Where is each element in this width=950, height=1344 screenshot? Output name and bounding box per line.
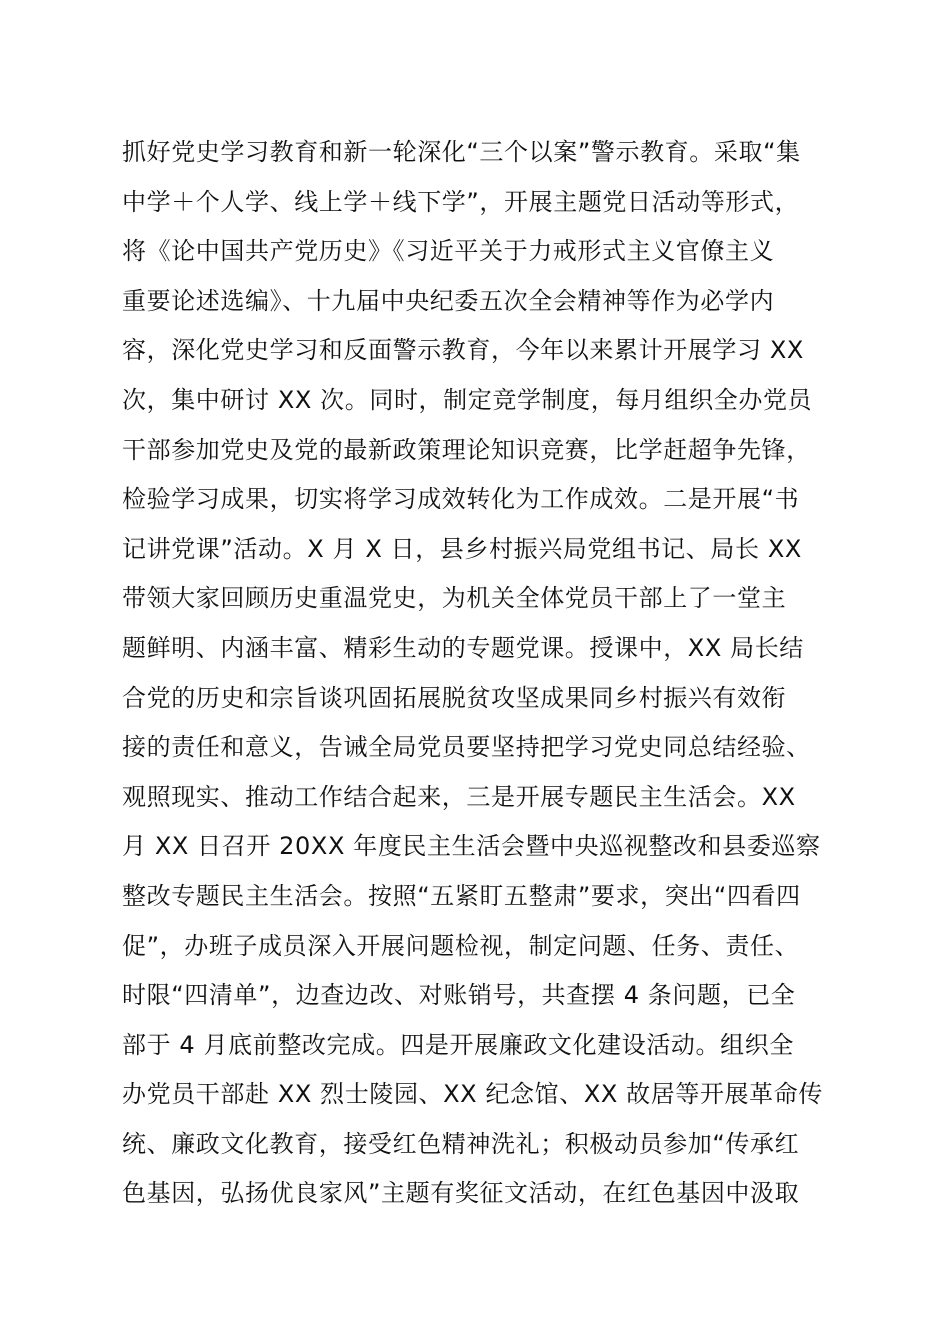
text-line: 月 XX 日召开 20XX 年度民主生活会暨中央巡视整改和县委巡察 bbox=[122, 832, 821, 861]
text-line: 检验学习成果，切实将学习成效转化为工作成效。二是开展“书 bbox=[122, 485, 800, 514]
text-line: 容，深化党史学习和反面警示教育，今年以来累计开展学习 XX bbox=[122, 336, 804, 365]
text-line: 将《论中国共产党历史》《习近平关于力戒形式主义官僚主义 bbox=[122, 237, 775, 266]
text-line: 重要论述选编》、十九届中央纪委五次全会精神等作为必学内 bbox=[122, 286, 775, 315]
body-paragraph bbox=[122, 128, 882, 1219]
text-line: 整改专题民主生活会。按照“五紧盯五整肃”要求，突出“四看四 bbox=[122, 881, 801, 910]
text-line: 促”，办班子成员深入开展问题检视，制定问题、任务、责任、 bbox=[122, 931, 800, 960]
text-line: 抓好党史学习教育和新一轮深化“三个以案”警示教育。采取“集 bbox=[122, 138, 801, 166]
text-line: 时限“四清单”，边查边改、对账销号，共查摆 4 条问题，已全 bbox=[122, 981, 796, 1010]
text-line: 带领大家回顾历史重温党史，为机关全体党员干部上了一堂主 bbox=[122, 584, 787, 613]
text-line: 干部参加党史及党的最新政策理论知识竞赛，比学赶超争先锋， bbox=[122, 435, 811, 464]
text-line: 统、廉政文化教育，接受红色精神洗礼；积极动员参加“传承红 bbox=[122, 1129, 800, 1158]
text-line: 次，集中研讨 XX 次。同时，制定竞学制度，每月组织全办党员 bbox=[122, 385, 813, 414]
text-line: 题鲜明、内涵丰富、精彩生动的专题党课。授课中，XX 局长结 bbox=[122, 633, 804, 662]
text-line: 部于 4 月底前整改完成。四是开展廉政文化建设活动。组织全 bbox=[122, 1030, 794, 1059]
text-line: 办党员干部赴 XX 烈士陵园、XX 纪念馆、XX 故居等开展革命传 bbox=[122, 1080, 823, 1109]
text-line: 记讲党课”活动。X 月 X 日，县乡村振兴局党组书记、局长 XX bbox=[122, 534, 802, 563]
text-line: 色基因，弘扬优良家风”主题有奖征文活动，在红色基因中汲取 bbox=[122, 1179, 800, 1208]
text-line: 合党的历史和宗旨谈巩固拓展脱贫攻坚成果同乡村振兴有效衔 bbox=[122, 683, 787, 712]
text-line: 中学＋个人学、线上学＋线下学”，开展主题党日活动等形式， bbox=[122, 187, 800, 216]
text-line: 接的责任和意义，告诫全局党员要坚持把学习党史同总结经验、 bbox=[122, 733, 811, 762]
text-line: 观照现实、推动工作结合起来，三是开展专题民主生活会。XX bbox=[122, 782, 796, 811]
